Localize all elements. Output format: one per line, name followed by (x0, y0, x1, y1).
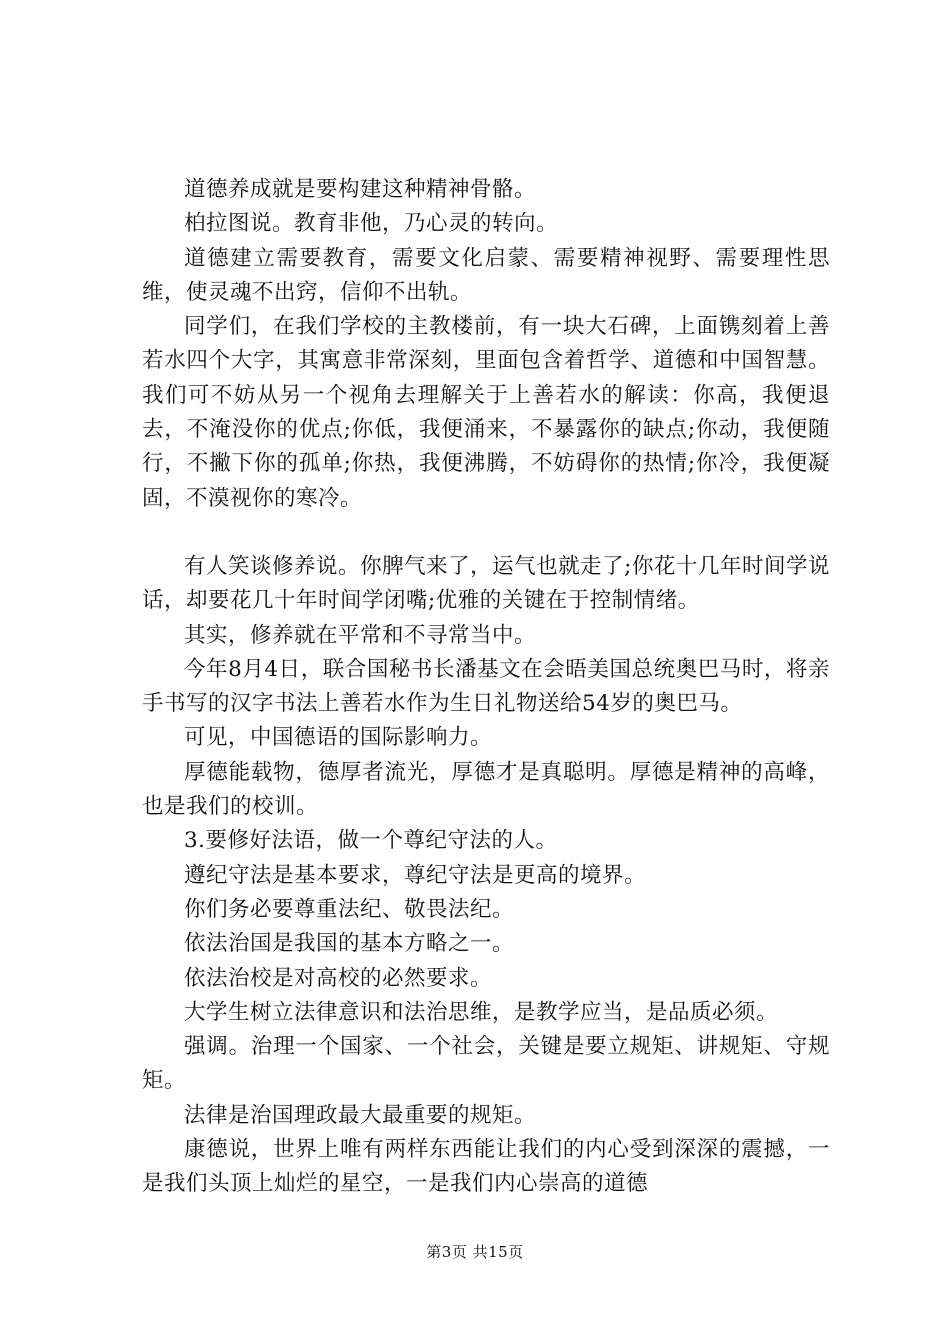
paragraph-16: 强调。治理一个国家、一个社会，关键是要立规矩、讲规矩、守规矩。 (142, 1034, 830, 1094)
paragraph-11: 遵纪守法是基本要求，尊纪守法是更高的境界。 (184, 862, 647, 888)
page-number: 第3页 共15页 (426, 1243, 524, 1261)
paragraph-4: 同学们，在我们学校的主教楼前，有一块大石碑，上面镌刻着上善若水四个大字，其寓意非常深刻，里面包含着哲学、道德和中国智慧。我们可不妨从另一个视角去理解关于上善若水的解读：你高，我便退去，不淹没你的优点;你低，我便涌来，不暴露你的缺点;你动，我便随行，不撇下你的孤单;你热，我便沸腾，不妨碍你的热情;你冷，我便凝固，不漠视你的寒冷。 (142, 314, 830, 511)
paragraph-2: 柏拉图说。教育非他，乃心灵的转向。 (184, 211, 559, 237)
paragraph-8: 可见，中国德语的国际影响力。 (184, 725, 493, 751)
paragraph-6: 其实，修养就在平常和不寻常当中。 (184, 622, 537, 648)
paragraph-13: 依法治国是我国的基本方略之一。 (184, 931, 515, 957)
paragraph-5: 有人笑谈修养说。你脾气来了，运气也就走了;你花十几年时间学说话，却要花几十年时间学闭嘴;优雅的关键在于控制情绪。 (142, 553, 830, 614)
document-body (142, 173, 830, 1202)
page-footer (0, 1242, 950, 1262)
paragraph-17: 法律是治国理政最大最重要的规矩。 (184, 1102, 537, 1128)
paragraph-7: 今年8月4日，联合国秘书长潘基文在会晤美国总统奥巴马时，将亲手书写的汉字书法上善若水作为生日礼物送给54岁的奥巴马。 (142, 656, 830, 717)
paragraph-3: 道德建立需要教育，需要文化启蒙、需要精神视野、需要理性思维，使灵魂不出窍，信仰不出轨。 (142, 245, 830, 305)
paragraph-12: 你们务必要尊重法纪、敬畏法纪。 (184, 896, 515, 922)
paragraph-18: 康德说，世界上唯有两样东西能让我们的内心受到深深的震撼，一是我们头顶上灿烂的星空，一是我们内心崇高的道德 (142, 1137, 830, 1197)
paragraph-14: 依法治校是对高校的必然要求。 (184, 965, 493, 991)
paragraph-15: 大学生树立法律意识和法治思维，是教学应当，是品质必须。 (184, 999, 779, 1025)
paragraph-9: 厚德能载物，德厚者流光，厚德才是真聪明。厚德是精神的高峰，也是我们的校训。 (142, 759, 830, 820)
paragraph-10: 3.要修好法语，做一个尊纪守法的人。 (184, 828, 558, 854)
paragraph-1: 道德养成就是要构建这种精神骨骼。 (184, 177, 537, 202)
